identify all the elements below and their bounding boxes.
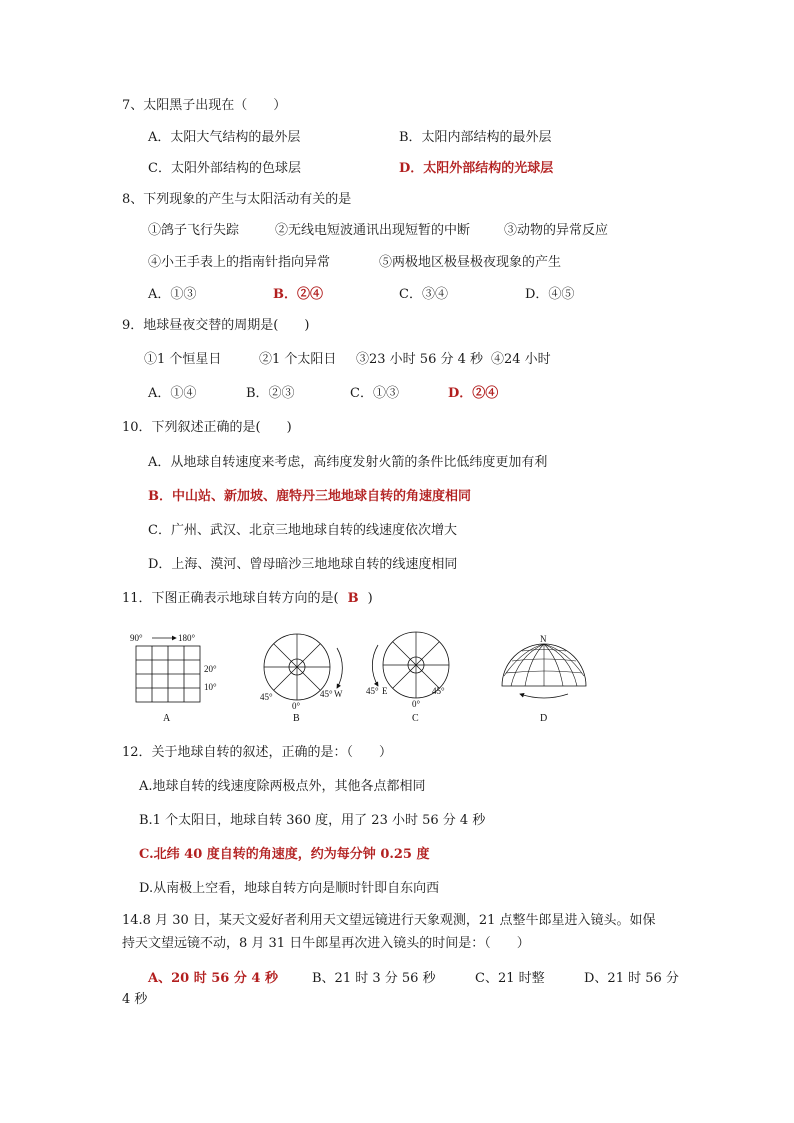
fig-b-label-right: 45° [320, 689, 333, 699]
figure-b [260, 634, 343, 724]
q8-option-c: C．③④ [399, 287, 448, 302]
fig-d-rotation-arrow [520, 694, 568, 698]
fig-a-lat-10: 10° [204, 682, 217, 692]
q8-item-3: ③动物的异常反应 [504, 223, 609, 238]
q7-option-b: B．太阳内部结构的最外层 [399, 130, 552, 145]
q12-stem: 12．关于地球自转的叙述，正确的是：（ ） [122, 745, 393, 760]
q8-stem: 8、下列现象的产生与太阳活动有关的是 [122, 192, 352, 207]
fig-b-rotation-arrow [337, 648, 342, 688]
q8-option-d: D．④⑤ [525, 287, 575, 302]
q8-option-a: A．①③ [148, 287, 197, 302]
figure-d [502, 634, 586, 724]
fig-b-label-dir: W [334, 689, 343, 699]
fig-a-grid [136, 646, 200, 702]
q8-item-4: ④小王手表上的指南针指向异常 [148, 255, 331, 270]
q12-option-a: A.地球自转的线速度除两极点外，其他各点都相同 [139, 779, 426, 794]
q9-item-2: ②1 个太阳日 [259, 352, 337, 367]
q7-option-a: A．太阳大气结构的最外层 [148, 130, 301, 145]
fig-c-rotation-arrow [372, 645, 378, 686]
figure-a [130, 633, 217, 724]
q10-stem: 10．下列叙述正确的是( ) [122, 420, 292, 435]
figure-c [366, 632, 449, 724]
fig-a-caption: A [163, 713, 171, 724]
q10-option-a: A．从地球自转速度来考虑，高纬度发射火箭的条件比低纬度更加有利 [148, 455, 548, 470]
fig-d-label-north: N [540, 634, 547, 644]
fig-c-label-dir: E [382, 686, 388, 696]
q14-stem-line1: 14.8 月 30 日，某天文爱好者利用天文望远镜进行天象观测，21 点整牛郎星进入镜头。如保 [122, 913, 656, 928]
q7-stem: 7、太阳黑子出现在（ ） [122, 98, 287, 113]
q9-stem: 9．地球昼夜交替的周期是( ) [122, 318, 310, 333]
q9-option-a: A．①④ [148, 386, 197, 401]
q12-option-c-answer: C.北纬 40 度自转的角速度，约为每分钟 0.25 度 [139, 847, 430, 862]
fig-b-label-left: 45° [260, 692, 273, 702]
q8-item-5: ⑤两极地区极昼极夜现象的产生 [379, 255, 562, 270]
q14-option-b: B、21 时 3 分 56 秒 [312, 971, 436, 986]
fig-a-lon-right: 180° [178, 633, 196, 643]
q10-option-d: D．上海、漠河、曾母暗沙三地地球自转的线速度相同 [148, 557, 458, 572]
q11-figures [126, 628, 596, 728]
q7-option-c: C．太阳外部结构的色球层 [148, 161, 301, 176]
fig-d-caption: D [540, 713, 548, 724]
q14-option-c: C、21 时整 [475, 971, 545, 986]
q14-option-d: D、21 时 56 分 [584, 971, 679, 986]
q14-option-a-answer: A、20 时 56 分 4 秒 [148, 971, 278, 986]
q11-answer: B [347, 591, 359, 606]
q11-stem [122, 591, 373, 607]
q9-option-c: C．①③ [350, 386, 399, 401]
fig-c-caption: C [412, 713, 419, 724]
q8-item-1: ①鸽子飞行失踪 [148, 223, 240, 238]
q8-item-2: ②无线电短波通讯出现短暂的中断 [275, 223, 471, 238]
q10-option-b-answer: B．中山站、新加坡、鹿特丹三地地球自转的角速度相同 [148, 489, 471, 504]
q12-option-d: D.从南极上空看，地球自转方向是顺时针即自东向西 [139, 881, 440, 896]
q11-figures-svg [126, 628, 596, 728]
q9-item-3: ③23 小时 56 分 4 秒 [356, 352, 484, 367]
q9-option-b: B．②③ [246, 386, 295, 401]
q9-option-d-answer: D．②④ [448, 386, 499, 401]
q10-option-c: C．广州、武汉、北京三地地球自转的线速度依次增大 [148, 523, 457, 538]
fig-c-label-left: 45° [366, 686, 379, 696]
q14-option-d-continued: 4 秒 [122, 992, 148, 1007]
q12-option-b: B.1 个太阳日，地球自转 360 度，用了 23 小时 56 分 4 秒 [139, 813, 486, 828]
fig-c-label-bottom: 0° [412, 699, 421, 709]
q7-option-d-answer: D．太阳外部结构的光球层 [399, 161, 554, 176]
fig-c-label-right: 45° [432, 686, 445, 696]
q14-stem-line2: 持天文望远镜不动，8 月 31 日牛郎星再次进入镜头的时间是：（ ） [122, 936, 530, 951]
q9-item-4: ④24 小时 [491, 352, 551, 367]
fig-b-caption: B [293, 713, 300, 724]
q11-stem-prefix: 11．下图正确表示地球自转方向的是( [122, 591, 339, 606]
q9-item-1: ①1 个恒星日 [144, 352, 222, 367]
fig-a-lon-left: 90° [130, 633, 143, 643]
fig-b-label-bottom: 0° [292, 701, 301, 711]
q11-stem-suffix: ) [367, 591, 373, 606]
q8-option-b-answer: B．②④ [273, 287, 323, 302]
fig-a-lat-20: 20° [204, 664, 217, 674]
